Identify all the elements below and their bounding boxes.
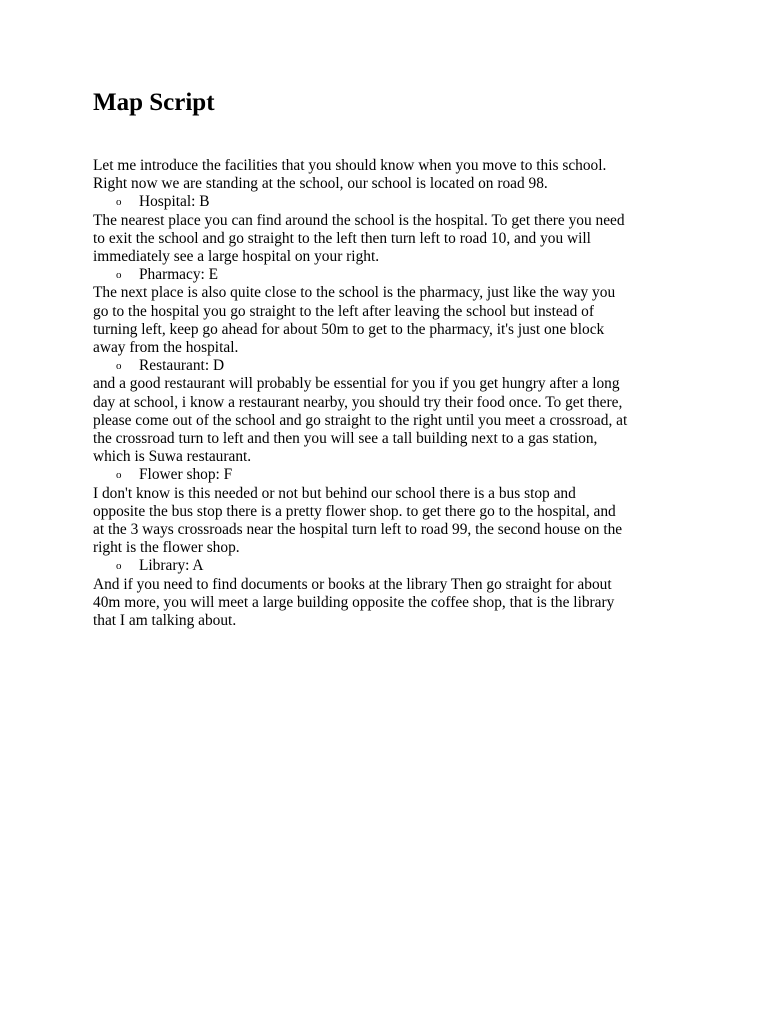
hospital-paragraph	[93, 212, 683, 267]
text-line: right is the flower shop.	[93, 539, 240, 557]
bullet-marker: o	[116, 196, 122, 209]
text-line: The nearest place you can find around the school is the hospital. To get there you need	[93, 211, 625, 229]
bullet-hospital	[93, 193, 683, 211]
text-line: Let me introduce the facilities that you should know when you move to this school.	[93, 157, 607, 174]
text-line: to exit the school and go straight to the left then turn left to road 10, and you will	[93, 229, 591, 247]
bullet-label: Restaurant: D	[139, 357, 225, 375]
bullet-pharmacy	[93, 266, 683, 284]
text-line: immediately see a large hospital on your right.	[93, 248, 380, 266]
document-body	[93, 157, 683, 630]
text-line: The next place is also quite close to the school is the pharmacy, just like the way you	[93, 284, 616, 302]
restaurant-paragraph	[93, 375, 683, 466]
bullet-label: Hospital: B	[139, 193, 210, 211]
text-line: Right now we are standing at the school, our school is located on road 98.	[93, 175, 548, 193]
bullet-restaurant	[93, 357, 683, 375]
text-line: that I am talking about.	[93, 612, 237, 630]
flower-shop-paragraph	[93, 485, 683, 558]
text-line: opposite the bus stop there is a pretty flower shop. to get there go to the hospital, and	[93, 502, 616, 520]
bullet-flower-shop	[93, 466, 683, 484]
text-line: the crossroad turn to left and then you will see a tall building next to a gas station,	[93, 430, 598, 448]
bullet-marker: o	[116, 469, 122, 482]
bullet-label: Pharmacy: E	[139, 266, 219, 284]
page-title: Map Script	[93, 89, 215, 116]
bullet-label: Flower shop: F	[139, 466, 233, 484]
text-line: turning left, keep go ahead for about 50m to get to the pharmacy, it's just one block	[93, 320, 605, 338]
text-line: day at school, i know a restaurant nearby, you should try their food once. To get there,	[93, 393, 623, 411]
text-line: 40m more, you will meet a large building opposite the coffee shop, that is the library	[93, 593, 615, 611]
text-line: away from the hospital.	[93, 339, 239, 357]
text-line: I don't know is this needed or not but behind our school there is a bus stop and	[93, 484, 576, 502]
bullet-label: Library: A	[139, 557, 204, 575]
bullet-marker: o	[116, 560, 122, 573]
text-line: go to the hospital you go straight to the left after leaving the school but instead of	[93, 302, 594, 320]
text-line: And if you need to find documents or books at the library Then go straight for about	[93, 575, 612, 593]
text-line: and a good restaurant will probably be essential for you if you get hungry after a long	[93, 375, 620, 393]
bullet-library	[93, 557, 683, 575]
bullet-marker: o	[116, 269, 122, 282]
pharmacy-paragraph	[93, 284, 683, 357]
library-paragraph	[93, 576, 683, 631]
bullet-marker: o	[116, 360, 122, 373]
text-line: please come out of the school and go straight to the right until you meet a crossroad, at	[93, 411, 628, 429]
text-line: which is Suwa restaurant.	[93, 448, 252, 466]
intro-paragraph	[93, 157, 683, 193]
text-line: at the 3 ways crossroads near the hospital turn left to road 99, the second house on the	[93, 521, 623, 539]
